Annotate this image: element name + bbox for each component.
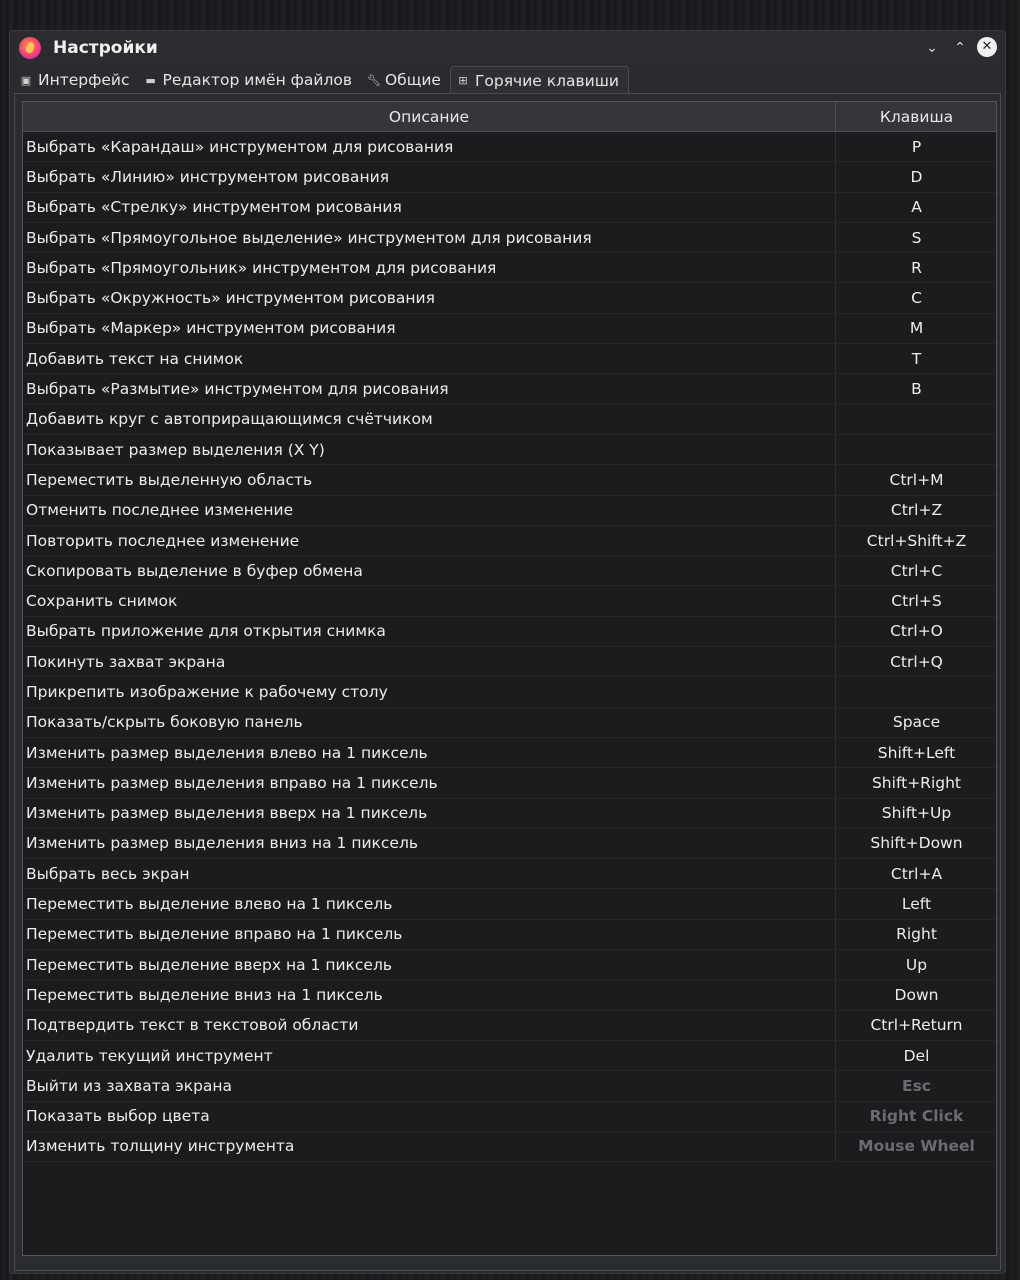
shortcut-description: Выбрать приложение для открытия снимка <box>23 616 836 646</box>
shortcut-description: Переместить выделение вправо на 1 пиксель <box>23 919 836 949</box>
settings-window <box>9 30 1006 1274</box>
table-row[interactable] <box>23 222 997 252</box>
title-bar <box>10 31 1005 65</box>
table-row[interactable] <box>23 495 997 525</box>
shortcut-description: Удалить текущий инструмент <box>23 1040 836 1070</box>
shortcut-description: Переместить выделение вниз на 1 пиксель <box>23 980 836 1010</box>
shortcut-key[interactable]: Shift+Left <box>836 737 998 767</box>
shortcut-description: Покинуть захват экрана <box>23 647 836 677</box>
table-row[interactable] <box>23 1101 997 1131</box>
tab-label: Общие <box>384 71 441 89</box>
shortcut-description: Подтвердить текст в текстовой области <box>23 1010 836 1040</box>
table-row[interactable] <box>23 283 997 313</box>
tab-label: Интерфейс <box>38 71 130 89</box>
flameshot-app-icon <box>19 37 41 59</box>
shortcut-description: Переместить выделение вверх на 1 пиксель <box>23 950 836 980</box>
table-row[interactable] <box>23 919 997 949</box>
shortcut-key[interactable]: S <box>836 222 998 252</box>
table-row[interactable] <box>23 586 997 616</box>
shortcut-key[interactable]: Right <box>836 919 998 949</box>
shortcut-description: Изменить размер выделения влево на 1 пиксель <box>23 737 836 767</box>
wrench-icon: 🔧︎ <box>366 73 381 87</box>
shortcut-description: Выбрать «Стрелку» инструментом рисования <box>23 192 836 222</box>
table-row[interactable] <box>23 737 997 767</box>
shortcuts-panel <box>14 93 1001 1271</box>
shortcut-description: Выбрать «Линию» инструментом рисования <box>23 162 836 192</box>
shortcut-key[interactable]: Ctrl+Return <box>836 1010 998 1040</box>
shortcut-description: Сохранить снимок <box>23 586 836 616</box>
table-row[interactable] <box>23 707 997 737</box>
shortcut-key: Mouse Wheel <box>836 1131 998 1161</box>
table-row[interactable] <box>23 253 997 283</box>
tab-label: Редактор имён файлов <box>162 71 352 89</box>
shortcuts-table <box>23 102 997 1162</box>
shortcut-key[interactable]: Ctrl+C <box>836 556 998 586</box>
shortcut-description: Выбрать «Прямоугольное выделение» инструментом для рисования <box>23 222 836 252</box>
tab-bar <box>14 66 629 94</box>
edit-line-icon: ▬ <box>145 73 156 87</box>
table-row[interactable] <box>23 192 997 222</box>
display-icon: ▣ <box>20 73 32 87</box>
shortcut-key[interactable]: T <box>836 344 998 374</box>
shortcut-description: Выбрать весь экран <box>23 859 836 889</box>
table-row[interactable] <box>23 556 997 586</box>
shortcut-description: Добавить текст на снимок <box>23 344 836 374</box>
shortcut-key[interactable]: Shift+Down <box>836 828 998 858</box>
table-row[interactable] <box>23 828 997 858</box>
tab-interface[interactable] <box>14 66 139 94</box>
shortcut-key[interactable]: Ctrl+Q <box>836 647 998 677</box>
shortcut-key[interactable]: Ctrl+O <box>836 616 998 646</box>
shortcut-key[interactable]: Down <box>836 980 998 1010</box>
table-row[interactable] <box>23 404 997 434</box>
shortcut-key[interactable]: Shift+Right <box>836 768 998 798</box>
maximize-button[interactable]: ⌃ <box>954 40 966 56</box>
shortcut-key[interactable]: Del <box>836 1040 998 1070</box>
table-row[interactable] <box>23 859 997 889</box>
table-row[interactable] <box>23 889 997 919</box>
shortcut-key[interactable]: Ctrl+A <box>836 859 998 889</box>
shortcut-key[interactable] <box>836 404 998 434</box>
table-row[interactable] <box>23 980 997 1010</box>
shortcut-description: Выбрать «Маркер» инструментом рисования <box>23 313 836 343</box>
minimize-button[interactable]: ⌄ <box>926 40 938 56</box>
shortcut-description: Добавить круг с автоприращающимся счётчиком <box>23 404 836 434</box>
table-row[interactable] <box>23 647 997 677</box>
close-button[interactable]: ✕ <box>977 37 997 57</box>
table-row[interactable] <box>23 162 997 192</box>
shortcut-description: Изменить толщину инструмента <box>23 1131 836 1161</box>
shortcut-key[interactable]: Ctrl+Shift+Z <box>836 525 998 555</box>
shortcut-key[interactable]: Ctrl+S <box>836 586 998 616</box>
shortcut-key[interactable]: C <box>836 283 998 313</box>
shortcut-description: Повторить последнее изменение <box>23 525 836 555</box>
tab-filename-editor[interactable] <box>139 66 361 94</box>
table-row[interactable] <box>23 616 997 646</box>
tab-general[interactable] <box>361 66 450 94</box>
shortcut-key[interactable]: R <box>836 253 998 283</box>
header-description[interactable]: Описание <box>23 102 836 132</box>
shortcut-key[interactable]: Ctrl+M <box>836 465 998 495</box>
table-row[interactable] <box>23 1010 997 1040</box>
table-row[interactable] <box>23 132 997 162</box>
table-row[interactable] <box>23 798 997 828</box>
shortcuts-table-container[interactable] <box>22 101 997 1256</box>
shortcut-description: Выбрать «Окружность» инструментом рисования <box>23 283 836 313</box>
shortcut-key[interactable]: Space <box>836 707 998 737</box>
shortcut-key[interactable]: A <box>836 192 998 222</box>
table-row[interactable] <box>23 1071 997 1101</box>
table-row[interactable] <box>23 1040 997 1070</box>
shortcut-description: Переместить выделение влево на 1 пиксель <box>23 889 836 919</box>
window-title: Настройки <box>53 38 158 58</box>
shortcut-description: Показывает размер выделения (X Y) <box>23 434 836 464</box>
shortcut-description: Изменить размер выделения вверх на 1 пиксель <box>23 798 836 828</box>
shortcut-description: Выбрать «Карандаш» инструментом для рисования <box>23 132 836 162</box>
table-row[interactable] <box>23 374 997 404</box>
shortcut-key[interactable] <box>836 434 998 464</box>
shortcut-key[interactable]: B <box>836 374 998 404</box>
shortcut-description: Изменить размер выделения вниз на 1 пиксель <box>23 828 836 858</box>
table-header-row <box>23 102 997 132</box>
header-key[interactable]: Клавиша <box>836 102 998 132</box>
table-row[interactable] <box>23 768 997 798</box>
table-row[interactable] <box>23 950 997 980</box>
shortcut-description: Показать выбор цвета <box>23 1101 836 1131</box>
shortcut-key: Esc <box>836 1071 998 1101</box>
shortcut-key[interactable]: Left <box>836 889 998 919</box>
shortcut-key[interactable]: Ctrl+Z <box>836 495 998 525</box>
table-row[interactable] <box>23 313 997 343</box>
table-row[interactable] <box>23 434 997 464</box>
shortcut-description: Выбрать «Прямоугольник» инструментом для рисования <box>23 253 836 283</box>
shortcut-description: Показать/скрыть боковую панель <box>23 707 836 737</box>
table-row[interactable] <box>23 344 997 374</box>
shortcut-key[interactable]: D <box>836 162 998 192</box>
shortcut-description: Скопировать выделение в буфер обмена <box>23 556 836 586</box>
shortcut-key[interactable]: M <box>836 313 998 343</box>
shortcut-description: Отменить последнее изменение <box>23 495 836 525</box>
shortcut-description: Выйти из захвата экрана <box>23 1071 836 1101</box>
shortcut-key[interactable] <box>836 677 998 707</box>
table-row[interactable] <box>23 1131 997 1161</box>
shortcut-description: Переместить выделенную область <box>23 465 836 495</box>
shortcut-description: Изменить размер выделения вправо на 1 пиксель <box>23 768 836 798</box>
grid-icon: ⊞ <box>458 74 468 87</box>
shortcut-description: Прикрепить изображение к рабочему столу <box>23 677 836 707</box>
table-row[interactable] <box>23 677 997 707</box>
tab-label: Горячие клавиши <box>474 71 619 90</box>
shortcut-description: Выбрать «Размытие» инструментом для рисования <box>23 374 836 404</box>
table-row[interactable] <box>23 525 997 555</box>
shortcut-key[interactable]: Shift+Up <box>836 798 998 828</box>
table-row[interactable] <box>23 465 997 495</box>
shortcut-key[interactable]: P <box>836 132 998 162</box>
shortcut-key[interactable]: Up <box>836 950 998 980</box>
tab-shortcuts[interactable] <box>450 66 629 94</box>
shortcut-key: Right Click <box>836 1101 998 1131</box>
